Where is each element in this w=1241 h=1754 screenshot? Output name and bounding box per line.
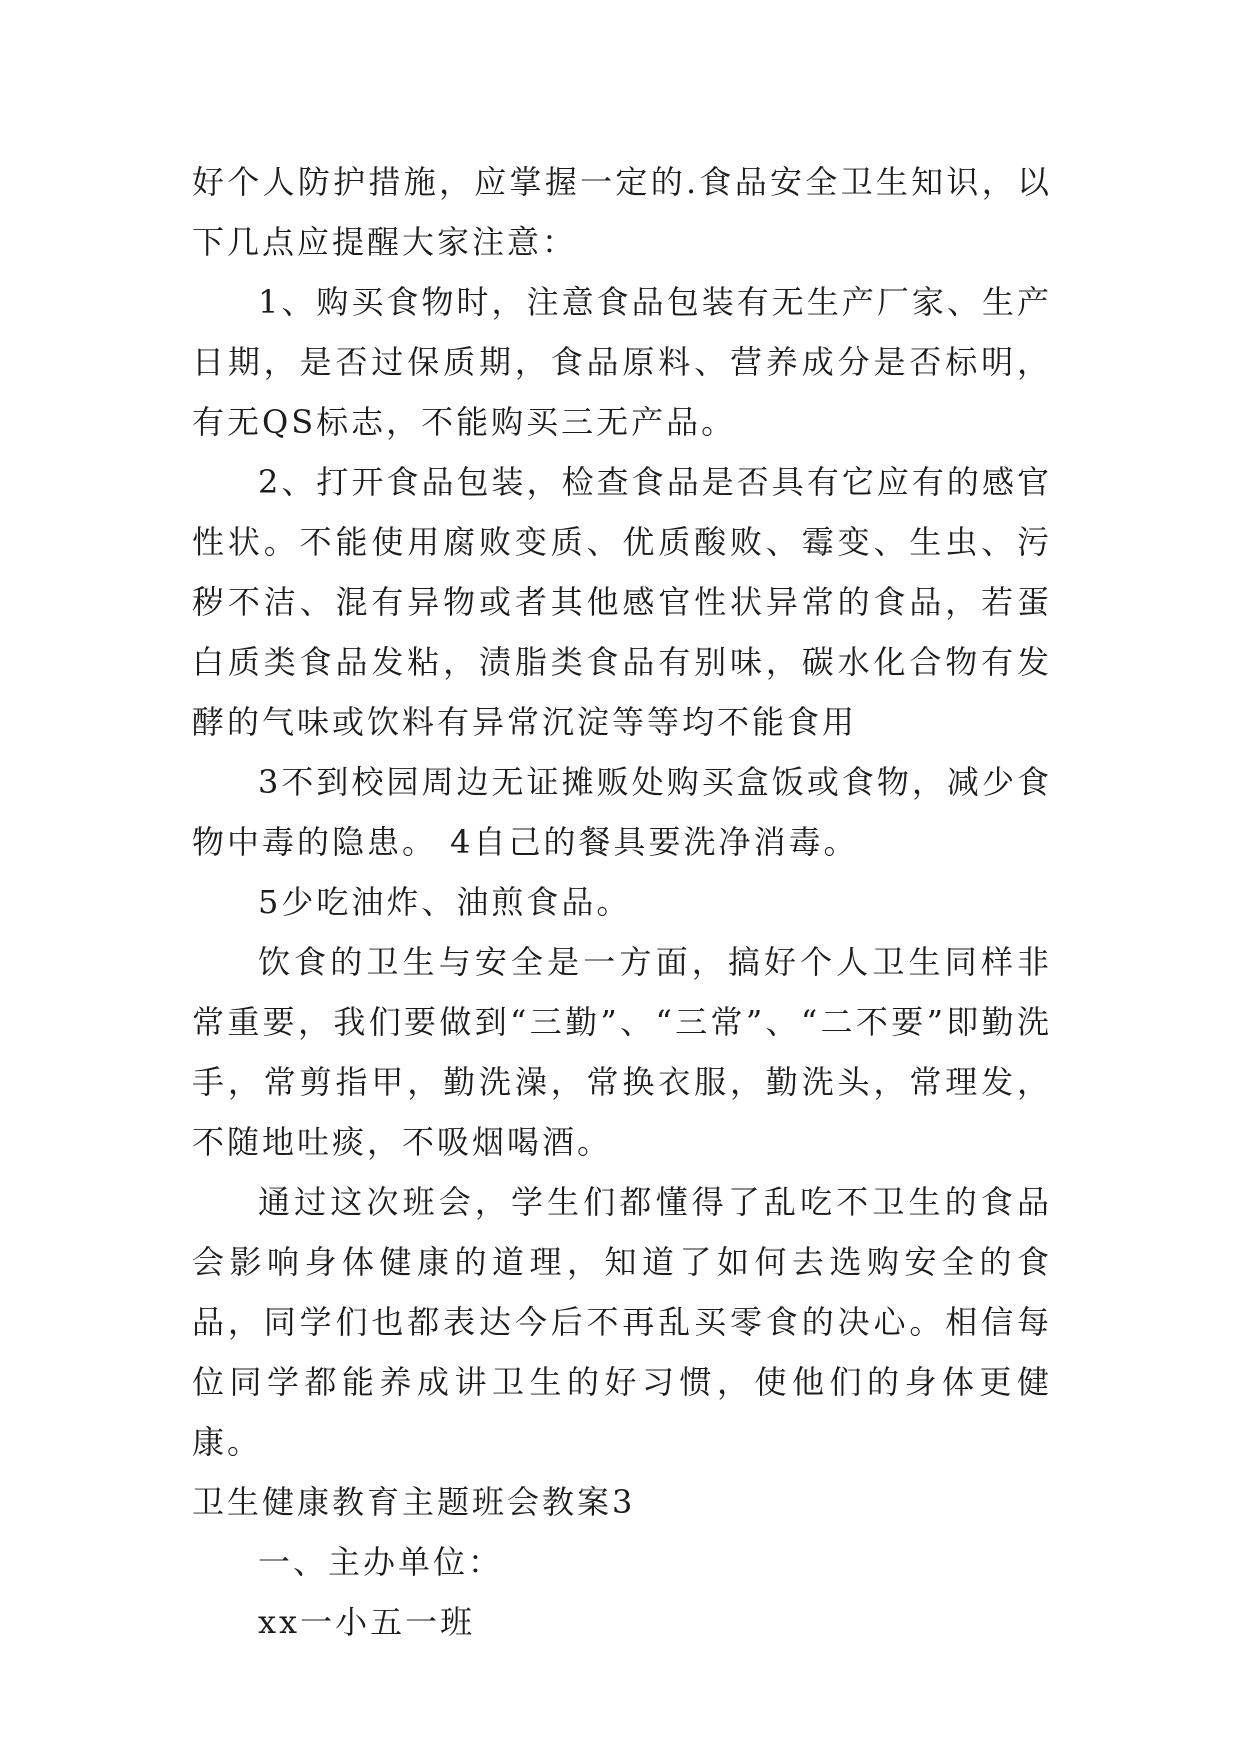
paragraph-organizer-value: xx一小五一班 <box>258 1603 476 1641</box>
paragraph-item-1: 1、购买食物时，注意食品包装有无生产厂家、生产日期，是否过保质期，食品原料、营养成分是否标明，有无QS标志，不能购买三无产品。 <box>192 283 1052 441</box>
paragraph-item-2: 2、打开食品包装，检查食品是否具有它应有的感官性状。不能使用腐败变质、优质酸败、霉变、生虫、污秽不洁、混有异物或者其他感官性状异常的食品，若蛋白质类食品发粘，渍脂类食品有别味，碳水化合物有发酵的气味或饮料有异常沉淀等等均不能食用 <box>192 463 1052 741</box>
paragraph-intro: 好个人防护措施，应掌握一定的.食品安全卫生知识，以下几点应提醒大家注意： <box>192 163 1052 261</box>
document-body <box>192 152 1052 1652</box>
paragraph-conclusion: 通过这次班会，学生们都懂得了乱吃不卫生的食品会影响身体健康的道理，知道了如何去选购安全的食品，同学们也都表达今后不再乱买零食的决心。相信每位同学都能养成讲卫生的好习惯，使他们的身体更健康。 <box>192 1183 1052 1461</box>
paragraph-personal-hygiene: 饮食的卫生与安全是一方面，搞好个人卫生同样非常重要，我们要做到“三勤”、“三常”、“二不要”即勤洗手，常剪指甲，勤洗澡，常换衣服，勤洗头，常理发，不随地吐痰，不吸烟喝酒。 <box>192 943 1052 1161</box>
paragraph-item-5: 5少吃油炸、油煎食品。 <box>258 883 632 921</box>
section-heading: 卫生健康教育主题班会教案3 <box>192 1483 636 1521</box>
paragraph-organizer-label: 一、主办单位： <box>258 1543 504 1581</box>
paragraph-item-3-4: 3不到校园周边无证摊贩处购买盒饭或食物，减少食物中毒的隐患。 4自己的餐具要洗净消毒。 <box>192 763 1052 861</box>
